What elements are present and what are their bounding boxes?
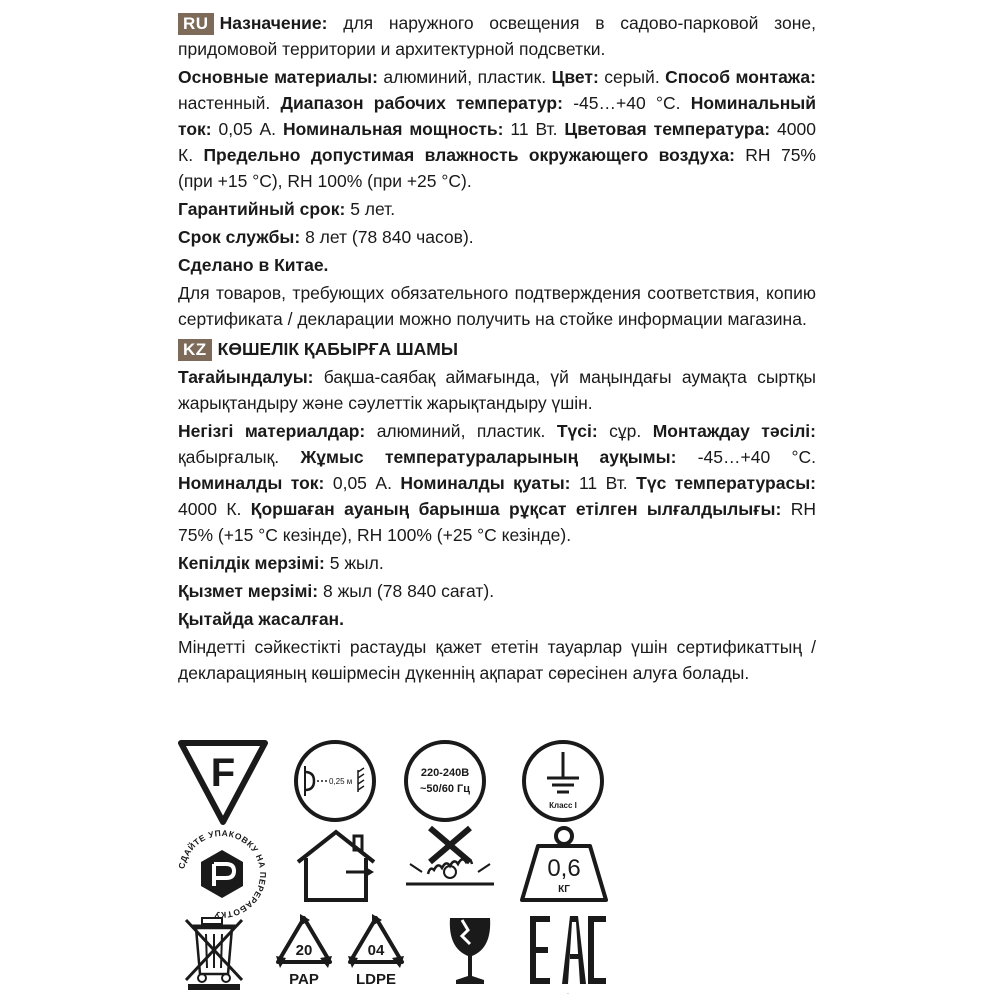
ru-warranty-label: Гарантийный срок: (178, 199, 346, 219)
kz-materials-text: алюминий, пластик. (365, 421, 557, 441)
ldpe-number: 04 (367, 942, 385, 959)
kz-color-text: сұр. (597, 421, 653, 441)
weight-value: 0,6 (547, 855, 581, 882)
kz-cct-text: 4000 К. (178, 499, 251, 519)
recycle-package-icon (174, 826, 270, 922)
ru-made-in-text: Сделано в Китае. (178, 255, 329, 275)
ru-current-text: 0,05 А. (211, 119, 283, 139)
paper-number: 20 (295, 942, 313, 959)
ru-power-label: Номинальная мощность: (282, 119, 504, 139)
eac-label: ЕАС (566, 994, 570, 995)
ru-tag: RU (178, 13, 214, 35)
ru-cct-text: 4000 К. (178, 119, 816, 165)
voltage-line1: 220-240В (420, 767, 470, 779)
recycle-package-text: СДАЙТЕ УПАКОВКУ НА ПЕРЕРАБОТКУ (176, 827, 269, 921)
kz-warranty-text: 5 жыл. (324, 553, 384, 573)
ru-power-text: 11 Вт. (503, 119, 565, 139)
fragile-glass-icon (440, 914, 500, 986)
ru-purpose-label: Назначение: (219, 13, 328, 33)
ru-mount-label: Способ монтажа: (665, 67, 816, 87)
kz-life-text: 8 жыл (78 840 сағат). (318, 581, 495, 601)
kz-title: КӨШЕЛІК ҚАБЫРҒА ШАМЫ (217, 339, 458, 359)
weight-icon (516, 824, 612, 904)
kz-humidity-text: RH 75% (+15 °С кезінде), RH 100% (+25 °С кезінде). (178, 499, 816, 545)
ru-current-label: Номинальный ток: (178, 93, 816, 139)
min-distance-label: 0,25 м (329, 777, 353, 786)
weight-unit: КГ (558, 884, 570, 895)
min-distance-icon (292, 738, 378, 824)
kz-current-text: 0,05 А. (324, 473, 401, 493)
ru-temp-text: -45…+40 °С. (562, 93, 681, 113)
ru-color-text: серый. (598, 67, 666, 87)
ru-materials-label: Основные материалы: (178, 67, 378, 87)
ru-cct-label: Цветовая температура: (564, 119, 771, 139)
ru-warranty-text: 5 лет. (345, 199, 396, 219)
ru-temp-label: Диапазон рабочих температур: (280, 93, 563, 113)
indoor-use-icon (288, 826, 384, 906)
no-insulation-cover-icon (400, 824, 500, 888)
eac-mark-icon (528, 914, 608, 995)
f-mark-letter: F (210, 751, 236, 795)
voltage-icon (402, 738, 488, 824)
ru-color-label: Цвет: (551, 67, 599, 87)
kz-life-label: Қызмет мерзімі: (178, 581, 319, 601)
ldpe-recycling-icon (342, 914, 410, 990)
ru-certificate: Для товаров, требующих обязательного подтверждения соответствия, копию сертификата / декларации можно получить на стойке информации магазина. (178, 283, 816, 329)
ru-materials-text: алюминий, пластик. (377, 67, 552, 87)
paper-label: PAP (289, 971, 319, 988)
kz-certificate: Міндетті сәйкестікті растауды қажет ететін тауарлар үшін сертификаттың / декларацияның көшірмесін дүкеннің ақпарат сөресінен алуға болады. (178, 637, 816, 683)
ground-class-label: Класс I (549, 801, 577, 810)
kz-purpose-label: Тағайындалуы: (178, 367, 314, 387)
ru-humidity-label: Предельно допустимая влажность окружающего воздуха: (203, 145, 735, 165)
f-mark-icon (176, 738, 270, 826)
kz-made-in-text: Қытайда жасалған. (178, 609, 344, 629)
weee-bin-icon (180, 914, 250, 990)
ru-life-label: Срок службы: (178, 227, 301, 247)
ru-humidity-text: RH 75% (при +15 °С), RH 100% (при +25 °С). (178, 145, 816, 191)
kz-current-label: Номиналды ток: (178, 473, 325, 493)
voltage-line2: ~50/60 Гц (419, 783, 471, 795)
kz-color-label: Түсі: (556, 421, 598, 441)
ru-mount-text: настенный. (178, 93, 281, 113)
ground-class-icon (520, 738, 606, 824)
kz-tag: KZ (178, 339, 212, 361)
kz-mount-label: Монтаждау тәсілі: (652, 421, 816, 441)
ru-life-text: 8 лет (78 840 часов). (300, 227, 474, 247)
kz-power-text: 11 Вт. (570, 473, 637, 493)
ru-purpose-text: для наружного освещения в садово-парковой зоне, придомовой территории и архитектурной подсветки. (178, 13, 816, 59)
kz-temp-label: Жұмыс температураларының ауқымы: (300, 447, 677, 467)
kz-purpose-text: бақша-саябақ аймағында, үй маңындағы аумақта сыртқы жарықтандыру және сәулеттік жарықтандыру үшін. (178, 367, 816, 413)
kz-materials-label: Негізгі материалдар: (178, 421, 366, 441)
kz-mount-text: қабырғалық. (178, 447, 301, 467)
kz-humidity-label: Қоршаған ауаның барынша рұқсат етілген ылғалдылығы: (250, 499, 782, 519)
kz-temp-text: -45…+40 °С. (676, 447, 817, 467)
paper-recycling-icon (272, 914, 336, 990)
kz-cct-label: Түс температурасы: (636, 473, 816, 493)
ldpe-label: LDPE (355, 971, 397, 988)
kz-warranty-label: Кепілдік мерзімі: (178, 553, 325, 573)
kz-power-label: Номиналды қуаты: (400, 473, 571, 493)
